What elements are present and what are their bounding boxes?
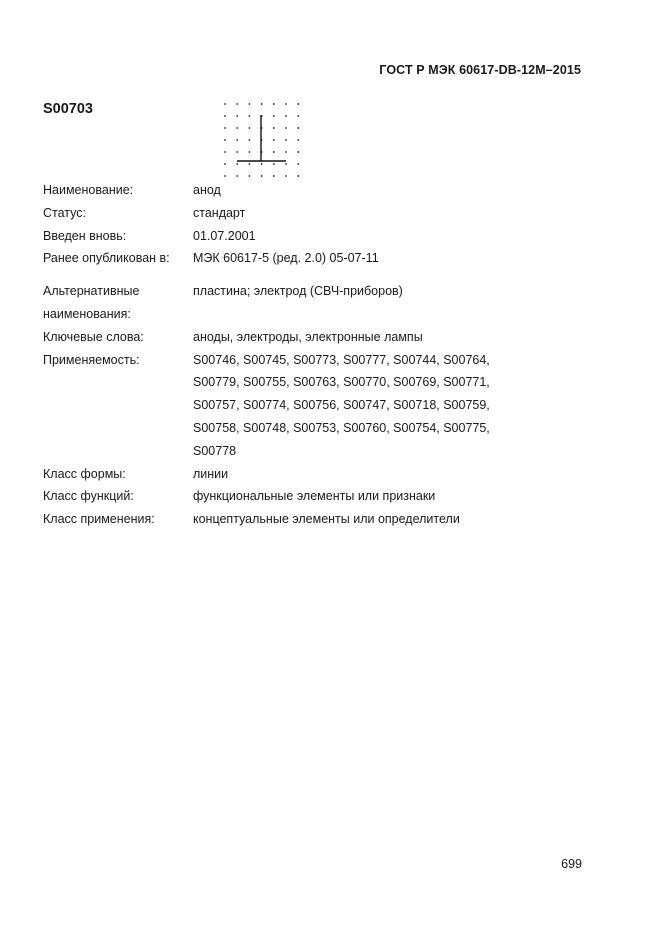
grid-dot [273, 139, 275, 141]
anode-symbol-icon [220, 100, 310, 185]
grid-dot [285, 139, 287, 141]
field-value-line [193, 303, 583, 326]
symbol-grid-icon [220, 100, 310, 180]
field-table [43, 179, 583, 531]
grid-dot [297, 103, 299, 105]
grid-dot [273, 103, 275, 105]
grid-dot [285, 127, 287, 129]
field-value [193, 508, 583, 531]
grid-dot [285, 163, 287, 165]
grid-dot [236, 139, 238, 141]
field-label: Класс применения: [43, 512, 155, 527]
grid-dot [261, 163, 263, 165]
field-value [193, 225, 583, 248]
field-value [193, 303, 583, 326]
grid-dot [261, 175, 263, 177]
grid-dot [297, 127, 299, 129]
field-value-line: функциональные элементы или признаки [193, 489, 436, 504]
field-value [193, 485, 583, 508]
grid-dot [236, 175, 238, 177]
field-value-line: S00779, S00755, S00763, S00770, S00769, S00771, [193, 375, 490, 390]
field-value-line: концептуальные элементы или определители [193, 512, 460, 527]
grid-dot [297, 163, 299, 165]
grid-dot [261, 103, 263, 105]
field-value-line: пластина; электрод (СВЧ-приборов) [193, 284, 403, 299]
field-value [193, 280, 583, 303]
field-row [43, 225, 583, 248]
field-value [193, 202, 583, 225]
grid-dot [249, 103, 251, 105]
grid-dot [224, 127, 226, 129]
grid-dot [249, 139, 251, 141]
field-label: Применяемость: [43, 352, 140, 367]
grid-dot [236, 163, 238, 165]
grid-dot [285, 175, 287, 177]
field-row [43, 247, 583, 270]
grid-dot [224, 163, 226, 165]
field-row [43, 349, 583, 463]
field-value-line: S00757, S00774, S00756, S00747, S00718, S00759, [193, 398, 490, 413]
field-value-line: стандарт [193, 205, 246, 220]
grid-dot [236, 103, 238, 105]
grid-dot [297, 175, 299, 177]
document-header: ГОСТ Р МЭК 60617-DB-12M–2015 [379, 63, 581, 77]
field-value-line: S00746, S00745, S00773, S00777, S00744, S00764, [193, 352, 490, 367]
grid-dot [249, 151, 251, 153]
field-label: Класс формы: [43, 466, 126, 481]
field-value-line: линии [193, 466, 229, 481]
field-value [193, 463, 583, 486]
grid-dot [273, 151, 275, 153]
grid-dot [224, 175, 226, 177]
grid-dot [297, 151, 299, 153]
grid-dot [224, 115, 226, 117]
field-value [193, 247, 583, 270]
grid-dot [224, 151, 226, 153]
field-row [43, 326, 583, 349]
field-value [193, 349, 583, 463]
field-row [43, 508, 583, 531]
field-label: Введен вновь: [43, 228, 127, 243]
field-value-line: S00758, S00748, S00753, S00760, S00754, S00775, [193, 420, 490, 435]
grid-dot [285, 151, 287, 153]
field-label: Ключевые слова: [43, 329, 144, 344]
field-value [193, 179, 583, 202]
grid-dot [297, 115, 299, 117]
field-value-line: аноды, электроды, электронные лампы [193, 329, 423, 344]
field-row [43, 202, 583, 225]
field-value-line: 01.07.2001 [193, 228, 256, 243]
field-label: Наименование: [43, 183, 134, 197]
grid-dot [249, 115, 251, 117]
grid-dot [236, 127, 238, 129]
field-label: Ранее опубликован в: [43, 251, 170, 266]
field-value-line: МЭК 60617-5 (ред. 2.0) 05-07-11 [193, 251, 379, 266]
grid-dot [273, 115, 275, 117]
grid-dot [273, 175, 275, 177]
field-row [43, 179, 583, 202]
grid-dot [224, 103, 226, 105]
field-label: Альтернативные [43, 284, 140, 299]
grid-dot [285, 115, 287, 117]
symbol-code: S00703 [43, 101, 93, 117]
field-label: наименования: [43, 306, 131, 321]
field-value [193, 326, 583, 349]
grid-dot [249, 163, 251, 165]
grid-dot [236, 115, 238, 117]
grid-dot [285, 103, 287, 105]
field-row [43, 463, 583, 486]
field-row [43, 280, 583, 303]
grid-dot [224, 139, 226, 141]
grid-dot [236, 151, 238, 153]
field-value-line: S00778 [193, 443, 237, 458]
page-number: 699 [561, 857, 582, 871]
grid-dot [249, 175, 251, 177]
field-value-line: анод [193, 183, 221, 197]
grid-dot [273, 127, 275, 129]
grid-dot [297, 139, 299, 141]
field-row [43, 303, 583, 326]
field-label: Статус: [43, 205, 86, 220]
grid-dot [273, 163, 275, 165]
field-label: Класс функций: [43, 489, 134, 504]
field-row [43, 485, 583, 508]
grid-dot [249, 127, 251, 129]
